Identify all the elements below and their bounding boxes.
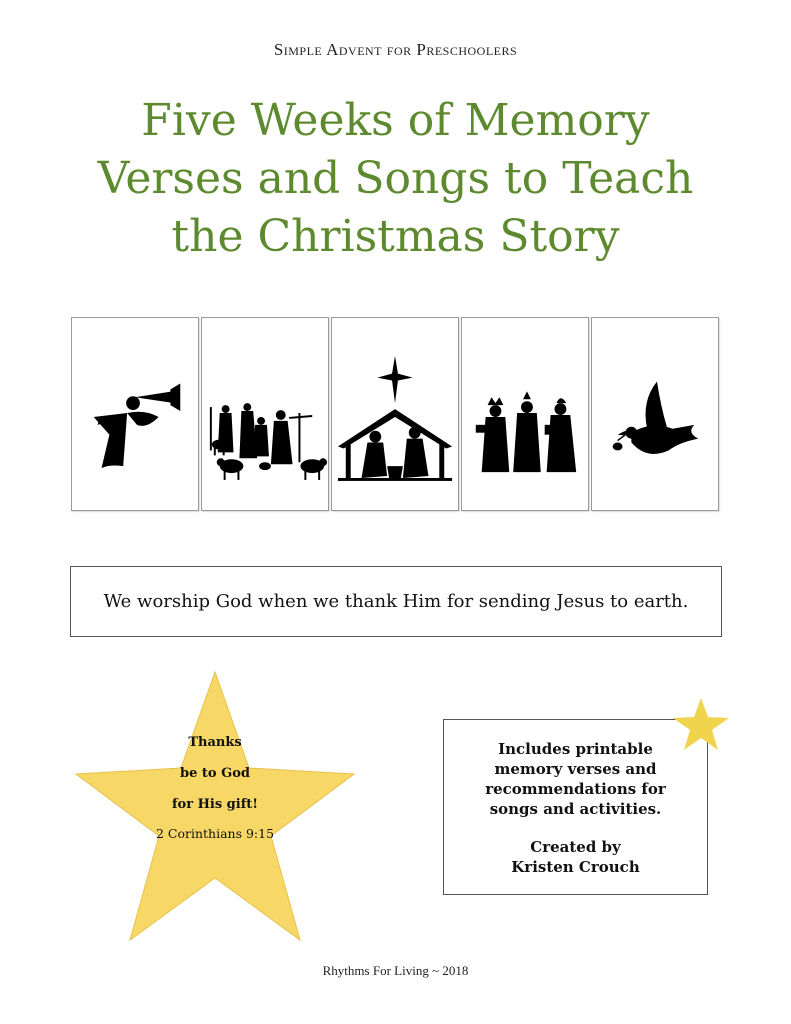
info-box xyxy=(443,719,708,895)
credit-label: Created by xyxy=(530,838,621,856)
title-line-1: Five Weeks of Memory xyxy=(141,95,650,146)
info-line-2: memory verses and xyxy=(494,760,657,778)
page-title xyxy=(40,92,751,266)
scripture-star xyxy=(72,670,358,942)
memory-verse-box xyxy=(70,566,722,637)
star-line-2: be to God xyxy=(180,766,250,781)
info-line-1: Includes printable xyxy=(498,740,653,758)
angel-trumpet-icon xyxy=(72,318,198,510)
panel-angel xyxy=(71,317,199,511)
credit-author: Kristen Crouch xyxy=(511,858,640,876)
illustration-panels xyxy=(71,317,721,511)
panel-dove xyxy=(591,317,719,511)
star-line-1: Thanks xyxy=(188,735,242,750)
subtitle-kicker: Simple Advent for Preschoolers xyxy=(273,40,518,59)
title-line-3: the Christmas Story xyxy=(171,211,620,262)
star-line-3: for His gift! xyxy=(171,797,259,812)
wise-men-icon xyxy=(462,318,588,510)
panel-wise-men xyxy=(461,317,589,511)
accent-star xyxy=(672,697,730,751)
star-reference: 2 Corinthians 9:15 xyxy=(155,826,275,841)
info-line-3: recommendations for xyxy=(485,780,666,798)
title-line-2: Verses and Songs to Teach xyxy=(97,153,694,204)
small-star-icon xyxy=(672,697,730,751)
info-line-4: songs and activities. xyxy=(489,800,662,818)
dove-icon xyxy=(592,318,718,510)
panel-nativity xyxy=(331,317,459,511)
shepherds-icon xyxy=(202,318,328,510)
nativity-icon xyxy=(332,318,458,510)
panel-shepherds xyxy=(201,317,329,511)
memory-verse-text: We worship God when we thank Him for sending Jesus to earth. xyxy=(103,591,689,612)
footer-text: Rhythms For Living ~ 2018 xyxy=(322,963,469,978)
